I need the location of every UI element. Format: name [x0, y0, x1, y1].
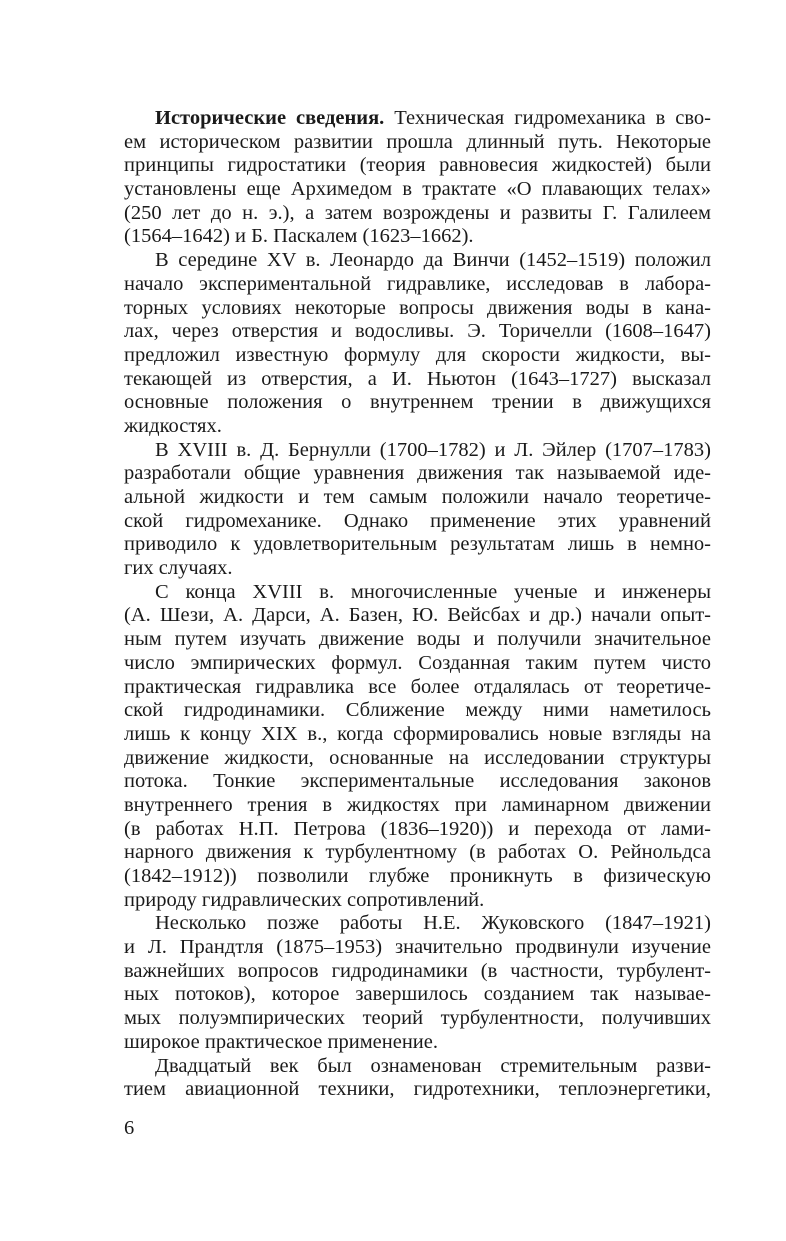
text-line: (А. Шези, А. Дарси, А. Базен, Ю. Вейсбах и др.) начали опыт- [124, 604, 711, 627]
text-line [124, 107, 711, 131]
text-line: В XVIII в. Д. Бернулли (1700–1782) и Л. Эйлер (1707–1783) [155, 438, 711, 461]
text-line: тием авиационной техники, гидротехники, теплоэнергетики, [124, 1078, 711, 1101]
text-line: лах, через отверстия и водосливы. Э. Торичелли (1608–1647) [124, 320, 711, 343]
text-line: установлены еще Архимедом в трактате «О плавающих телах» [124, 178, 711, 201]
paragraph-zhukovsky-prandtl [124, 912, 711, 1054]
paragraph-bernoulli-euler [124, 439, 711, 581]
text-line: мых полуэмпирических теорий турбулентности, получивших [124, 1007, 711, 1030]
text-line: жидкостях. [124, 414, 222, 437]
paragraph-leonardo [124, 249, 711, 439]
text-line: начало экспериментальной гидравлике, исследовав в лабора- [124, 272, 711, 295]
section-heading: Исторические сведения. [155, 107, 385, 129]
page-body [124, 107, 711, 1102]
text-line: гих случаях. [124, 557, 233, 580]
text-line: текающей из отверстия, а И. Ньютон (1643–1727) высказал [124, 367, 711, 390]
text-line: основные положения о внутреннем трении в движущихся [124, 391, 711, 414]
text-line: потока. Тонкие экспериментальные исследования законов [124, 770, 711, 793]
text-line: ных потоков), которое завершилось созданием так называе- [124, 983, 711, 1006]
text-line: (в работах Н.П. Петрова (1836–1920)) и перехода от лами- [124, 817, 711, 840]
text-line: природу гидравлических сопротивлений. [124, 888, 485, 911]
text-line: нарного движения к турбулентному (в работах О. Рейнольдса [124, 841, 711, 864]
text-line: внутреннего трения в жидкостях при ламинарном движении [124, 793, 711, 816]
text-line: (250 лет до н. э.), а затем возрождены и развиты Г. Галилеем [124, 201, 711, 224]
text-line: ем историческом развитии прошла длинный путь. Некоторые [124, 130, 711, 153]
text-line: число эмпирических формул. Созданная таким путем чисто [124, 651, 711, 674]
text-line: С конца XVIII в. многочисленные ученые и инженеры [155, 580, 711, 603]
text-line: торных условиях некоторые вопросы движения воды в кана- [124, 296, 711, 319]
text-line: движение жидкости, основанные на исследовании структуры [124, 746, 711, 769]
text-line: (1842–1912)) позволили глубже проникнуть в физическую [124, 865, 711, 887]
text-line: широкое практическое применение. [124, 1030, 438, 1053]
text-line: приводило к удовлетворительным результатам лишь в немно- [124, 533, 711, 556]
text-line: Несколько позже работы Н.Е. Жуковского (1847–1921) [155, 912, 711, 935]
text-line: ской гидромеханике. Однако применение этих уравнений [124, 509, 711, 532]
text-line: практическая гидравлика все более отдалялась от теоретиче- [124, 675, 711, 698]
text-line-rest: Техническая гидромеханика в сво- [394, 107, 711, 129]
text-line: В середине XV в. Леонардо да Винчи (1452–1519) положил [155, 249, 711, 272]
text-line: принципы гидростатики (теория равновесия жидкостей) были [124, 154, 711, 177]
text-line: и Л. Прандтля (1875–1953) значительно продвинули изучение [124, 936, 711, 959]
text-line: ской гидродинамики. Сближение между ними наметилось [124, 699, 711, 722]
text-line: разработали общие уравнения движения так называемой иде- [124, 462, 711, 485]
text-line: важнейших вопросов гидродинамики (в частности, турбулент- [124, 959, 711, 982]
text-line: (1564–1642) и Б. Паскалем (1623–1662). [124, 225, 474, 248]
paragraph-twentieth-century [124, 1055, 711, 1102]
paragraph-historical-intro [124, 107, 711, 249]
text-line: Двадцатый век был ознаменован стремительным разви- [155, 1054, 711, 1077]
text-line: ным путем изучать движение воды и получили значительное [124, 628, 711, 651]
page-number: 6 [124, 1117, 135, 1139]
text-line: предложил известную формулу для скорости жидкости, вы- [124, 343, 711, 366]
text-line: альной жидкости и тем самым положили начало теоретиче- [124, 486, 711, 508]
text-line: лишь к концу XIX в., когда сформировались новые взгляды на [124, 722, 711, 745]
paragraph-practical-hydraulics [124, 581, 711, 913]
